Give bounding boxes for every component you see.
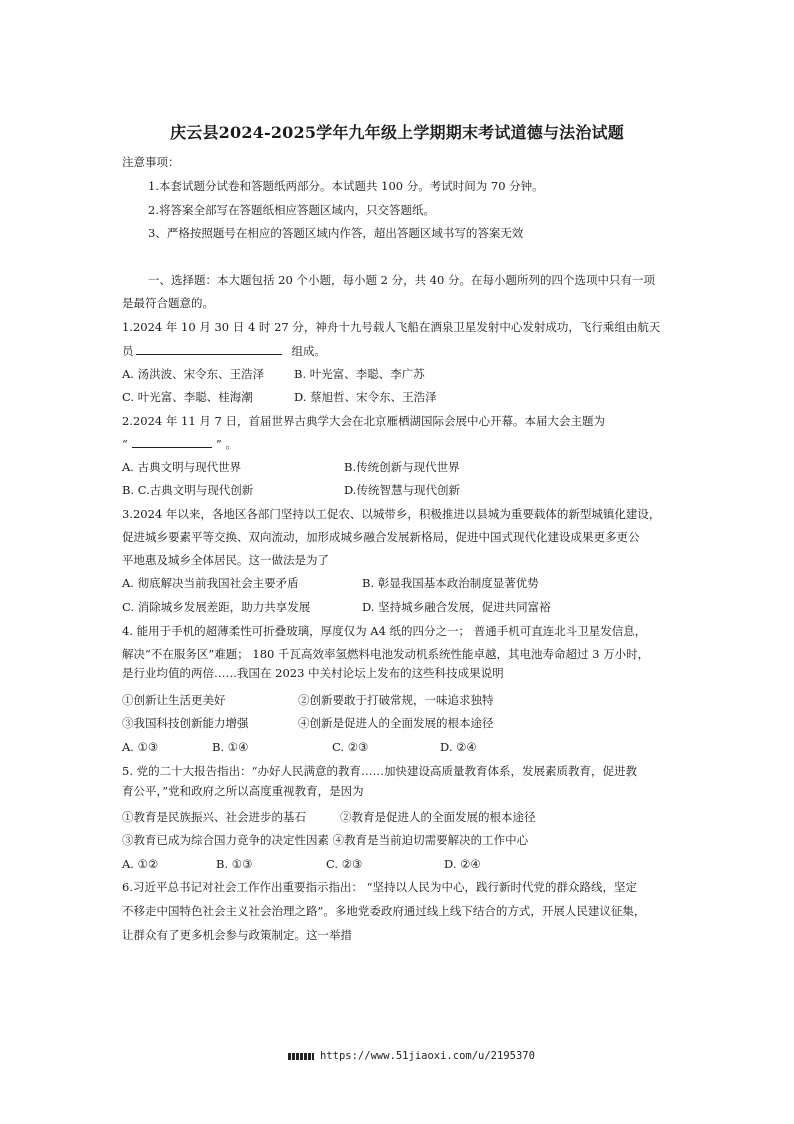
footer-url[interactable]: https://www.51jiaoxi.com/u/2195370 (320, 1050, 535, 1062)
question-6-stem: 6.习近平总书记对社会工作作出重要指示指出： “坚持以人民为中心，践行新时代党的群众路线，坚定 (122, 880, 638, 894)
answer-blank (136, 343, 282, 355)
question-3-stem: 3.2024 年以来，各地区各部门坚持以工促农、以城带乡，积极推进以县城为重要载体的新型城镇化建设， (122, 507, 661, 521)
statement-3: ③我国科技创新能力增强 (122, 716, 249, 730)
page-title: 庆云县2024-2025学年九年级上学期期末考试道德与法治试题 (170, 123, 624, 142)
option-d: D.传统智慧与现代创新 (344, 483, 460, 497)
statement-3-4: ③教育已成为综合国力竞争的决定性因素 ④教育是当前迫切需要解决的工作中心 (122, 833, 529, 847)
question-4-stem-cont: 是行业均值的两倍……我国在 2023 中关村论坛上发布的这些科技成果说明 (122, 666, 504, 680)
notice-item: 1.本套试题分试卷和答题纸两部分。本试题共 100 分。考试时间为 70 分钟。 (148, 179, 544, 193)
question-6-stem-cont: 不移走中国特色社会主义社会治理之路”。多地党委政府通过线上线下结合的方式，开展人民建议征集， (122, 904, 646, 918)
question-1-stem-cont (122, 343, 326, 359)
question-1-stem: 1.2024 年 10 月 30 日 4 时 27 分，神舟十九号载人飞船在酒泉卫星发射中心发射成功，飞行乘组由航天 (122, 320, 661, 334)
statement-2: ②创新要敢于打破常规，一味追求独特 (298, 693, 494, 707)
section-heading-cont: 是最符合题意的。 (122, 296, 214, 310)
question-2-stem-cont (122, 436, 237, 452)
notice-heading: 注意事项： (122, 155, 180, 169)
option-a: A. 彻底解决当前我国社会主要矛盾 (122, 576, 299, 590)
question-3-stem-cont: 平地惠及城乡全体居民。这一做法是为了 (122, 553, 329, 567)
question-4-stem: 4. 能用于手机的超薄柔性可折叠玻璃，厚度仅为 A4 纸的四分之一； 普通手机可直连北斗卫星发信息， (122, 624, 647, 638)
statement-2: ②教育是促进人的全面发展的根本途径 (340, 810, 536, 824)
option-b: B. 彰显我国基本政治制度显著优势 (362, 576, 539, 590)
option-a: A. 古典文明与现代世界 (122, 460, 242, 474)
option-d: D. 坚持城乡融合发展，促进共同富裕 (362, 600, 551, 614)
option-b: B.传统创新与现代世界 (344, 460, 460, 474)
option-c: C. ②③ (332, 740, 369, 754)
option-c: B. C.古典文明与现代创新 (122, 483, 254, 497)
question-2-suffix: ” 。 (215, 437, 237, 451)
statement-1: ①创新让生活更美好 (122, 693, 226, 707)
option-a: A. ①③ (122, 740, 159, 754)
question-5-stem-cont: 育公平，”党和政府之所以高度重视教育，是因为 (122, 784, 364, 798)
answer-blank (132, 436, 212, 448)
option-b: B. ①③ (216, 857, 253, 871)
notice-item: 2.将答案全部写在答题纸相应答题区域内，只交答题纸。 (148, 203, 435, 217)
statement-4: ④创新是促进人的全面发展的根本途径 (298, 716, 494, 730)
statement-1: ①教育是民族振兴、社会进步的基石 (122, 810, 306, 824)
question-2-prefix: “ (122, 437, 128, 451)
option-a: A. 汤洪波、宋令东、王浩泽 (122, 367, 265, 381)
option-b: B. 叶光富、李聪、李广苏 (294, 367, 425, 381)
question-1-suffix: 组成。 (291, 344, 326, 358)
question-6-stem-cont: 让群众有了更多机会参与政策制定。这一举措 (122, 928, 352, 942)
question-5-stem: 5. 党的二十大报告指出：“办好人民满意的教育……加快建设高质量教育体系，发展素质教育，促进教 (122, 764, 638, 778)
footer-watermark (288, 1050, 535, 1062)
question-3-stem-cont: 促进城乡要素平等交换、双向流动，加形成城乡融合发展新格局，促进中国式现代化建设成果更多更公 (122, 530, 640, 544)
question-1-prefix: 员 (122, 344, 134, 358)
option-d: D. ②④ (444, 857, 481, 871)
question-2-stem: 2.2024 年 11 月 7 日，首届世界古典学大会在北京雁栖湖国际会展中心开幕。本届大会主题为 (122, 414, 605, 428)
option-b: B. ①④ (212, 740, 249, 754)
option-c: C. 消除城乡发展差距，助力共享发展 (122, 600, 311, 614)
option-a: A. ①② (122, 857, 159, 871)
option-d: D. 蔡旭哲、宋令东、王浩泽 (294, 390, 437, 404)
site-logo-icon (288, 1053, 314, 1060)
option-c: C. ②③ (326, 857, 363, 871)
notice-item: 3、严格按照题号在相应的答题区域内作答，超出答题区域书写的答案无效 (148, 226, 524, 240)
option-c: C. 叶光富、李聪、桂海潮 (122, 390, 253, 404)
option-d: D. ②④ (440, 740, 477, 754)
section-heading: 一、选择题：本大题包括 20 个小题，每小题 2 分，共 40 分。在每小题所列的四个选项中只有一项 (148, 273, 656, 287)
question-4-stem-cont: 解决“不在服务区”难题； 180 千瓦高效率氢燃料电池发动机系统性能卓越，其电池寿命超过 3 万小时， (122, 647, 650, 661)
